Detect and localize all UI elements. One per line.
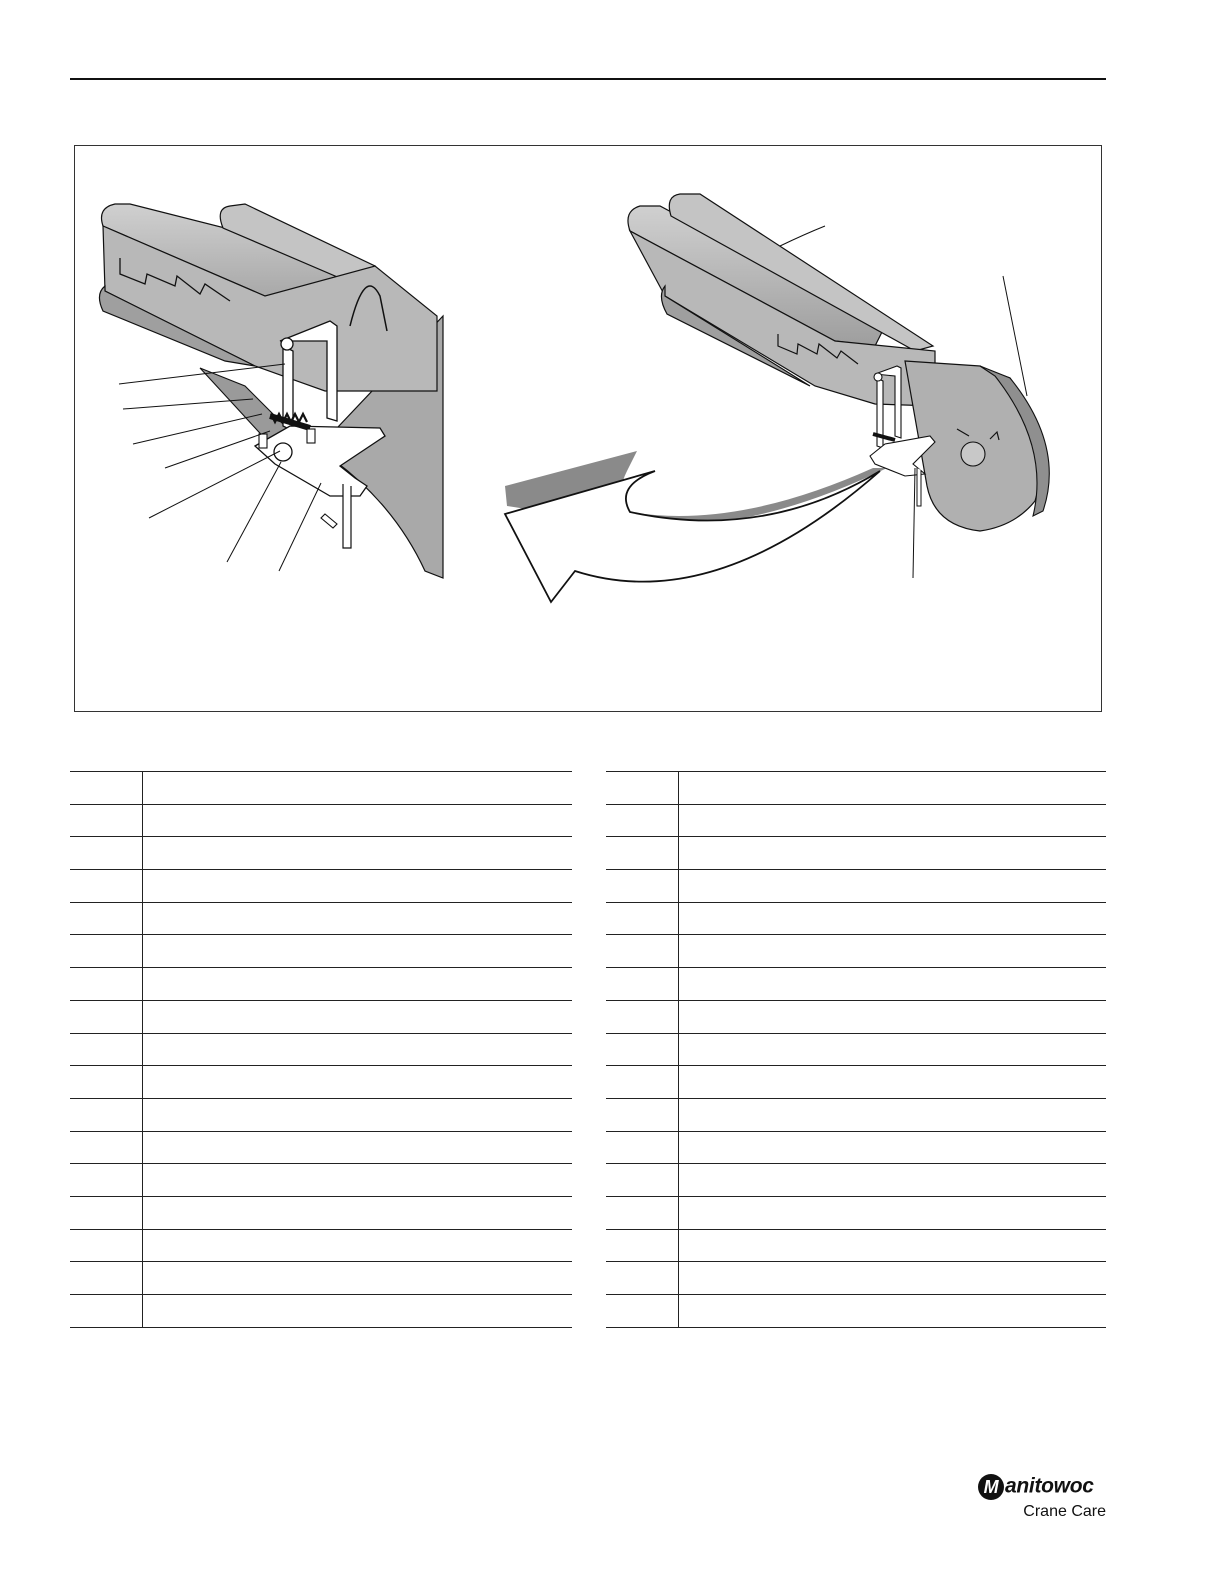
legend-left-description xyxy=(143,1098,573,1131)
legend-right-description xyxy=(679,902,1107,935)
legend-left-item-number xyxy=(70,772,143,805)
brand-name: anitowoc xyxy=(1005,1474,1094,1498)
legend-right-row xyxy=(606,1229,1106,1262)
legend-right-item-number xyxy=(606,935,679,968)
legend-left-description xyxy=(143,804,573,837)
brand-badge: M xyxy=(978,1474,1004,1500)
legend-left-item-number xyxy=(70,1098,143,1131)
legend-right-body xyxy=(606,772,1106,1328)
legend-right-description xyxy=(679,1033,1107,1066)
legend-right-item-number xyxy=(606,804,679,837)
legend-right-description xyxy=(679,1229,1107,1262)
legend-left-item-number xyxy=(70,1295,143,1328)
legend-right-row xyxy=(606,1196,1106,1229)
brand-subtitle: Crane Care xyxy=(1023,1503,1106,1520)
legend-right-item-number xyxy=(606,1196,679,1229)
legend-left-item-number xyxy=(70,968,143,1001)
legend-right-row xyxy=(606,1098,1106,1131)
header-rule xyxy=(70,78,1106,80)
legend-right-row xyxy=(606,1262,1106,1295)
legend-right-description xyxy=(679,1098,1107,1131)
legend-table-left xyxy=(70,771,572,1328)
legend-right-description xyxy=(679,935,1107,968)
legend-left-item-number xyxy=(70,1196,143,1229)
legend-left-row xyxy=(70,935,572,968)
legend-left-description xyxy=(143,870,573,903)
legend-left-row xyxy=(70,1131,572,1164)
figure-frame xyxy=(74,145,1102,712)
legend-right-description xyxy=(679,968,1107,1001)
legend-left-row xyxy=(70,837,572,870)
legend-right-row xyxy=(606,1000,1106,1033)
legend-right-row xyxy=(606,1033,1106,1066)
legend-left-item-number xyxy=(70,1262,143,1295)
legend-left-body xyxy=(70,772,572,1328)
legend-left-item-number xyxy=(70,837,143,870)
legend-left-description xyxy=(143,902,573,935)
legend-right-item-number xyxy=(606,870,679,903)
legend-table-right xyxy=(606,771,1106,1328)
legend-right-item-number xyxy=(606,1229,679,1262)
legend-right-item-number xyxy=(606,772,679,805)
legend-right-description xyxy=(679,1295,1107,1328)
legend-right-description xyxy=(679,1262,1107,1295)
manitowoc-crane-care-logo xyxy=(978,1474,1108,1530)
legend-left-description xyxy=(143,1164,573,1197)
legend-right-description xyxy=(679,772,1107,805)
legend-left-description xyxy=(143,1000,573,1033)
legend-right-row xyxy=(606,935,1106,968)
legend-right-item-number xyxy=(606,1066,679,1099)
legend-right-row xyxy=(606,1066,1106,1099)
legend-left-description xyxy=(143,1196,573,1229)
legend-left-description xyxy=(143,1229,573,1262)
legend-left-row xyxy=(70,1262,572,1295)
legend-right-item-number xyxy=(606,968,679,1001)
legend-right-item-number xyxy=(606,902,679,935)
legend-left-description xyxy=(143,1262,573,1295)
left-detail-view xyxy=(99,204,443,578)
legend-left-description xyxy=(143,1066,573,1099)
legend-right-row xyxy=(606,1164,1106,1197)
legend-left-description xyxy=(143,772,573,805)
legend-left-row xyxy=(70,1229,572,1262)
legend-right-item-number xyxy=(606,1098,679,1131)
legend-right-item-number xyxy=(606,1033,679,1066)
legend-left-row xyxy=(70,968,572,1001)
sheave-hub xyxy=(961,442,985,466)
legend-right-item-number xyxy=(606,1131,679,1164)
legend-right-row xyxy=(606,968,1106,1001)
legend-left-row xyxy=(70,1000,572,1033)
legend-right-description xyxy=(679,804,1107,837)
legend-right-row xyxy=(606,772,1106,805)
legend-right-description xyxy=(679,870,1107,903)
legend-right-description xyxy=(679,837,1107,870)
legend-left-row xyxy=(70,1196,572,1229)
legend-left-item-number xyxy=(70,1164,143,1197)
legend-left-item-number xyxy=(70,804,143,837)
legend-right-item-number xyxy=(606,1262,679,1295)
legend-right-row xyxy=(606,870,1106,903)
legend-left-item-number xyxy=(70,1131,143,1164)
legend-right-item-number xyxy=(606,1295,679,1328)
legend-left-row xyxy=(70,1098,572,1131)
legend-right-row xyxy=(606,1295,1106,1328)
legend-left-row xyxy=(70,870,572,903)
legend-left-description xyxy=(143,968,573,1001)
legend-right-item-number xyxy=(606,837,679,870)
legend-left-description xyxy=(143,1295,573,1328)
legend-right-description xyxy=(679,1066,1107,1099)
legend-right-row xyxy=(606,837,1106,870)
legend-left-item-number xyxy=(70,935,143,968)
legend-right-row xyxy=(606,804,1106,837)
legend-right-item-number xyxy=(606,1164,679,1197)
legend-left-item-number xyxy=(70,870,143,903)
legend-left-description xyxy=(143,837,573,870)
legend-left-item-number xyxy=(70,1066,143,1099)
legend-right-description xyxy=(679,1196,1107,1229)
legend-left-description xyxy=(143,935,573,968)
legend-right-item-number xyxy=(606,1000,679,1033)
legend-left-row xyxy=(70,1066,572,1099)
legend-left-item-number xyxy=(70,1033,143,1066)
legend-right-row xyxy=(606,1131,1106,1164)
legend-left-item-number xyxy=(70,1229,143,1262)
rotation-arrow xyxy=(505,451,887,602)
legend-left-row xyxy=(70,1033,572,1066)
legend-left-description xyxy=(143,1033,573,1066)
legend-left-row xyxy=(70,804,572,837)
brand-wordmark xyxy=(978,1474,1094,1500)
legend-left-item-number xyxy=(70,902,143,935)
legend-right-row xyxy=(606,902,1106,935)
legend-right-description xyxy=(679,1131,1107,1164)
legend-right-description xyxy=(679,1164,1107,1197)
legend-left-row xyxy=(70,772,572,805)
legend-left-item-number xyxy=(70,1000,143,1033)
legend-left-description xyxy=(143,1131,573,1164)
legend-left-row xyxy=(70,902,572,935)
legend-left-row xyxy=(70,1164,572,1197)
legend-right-description xyxy=(679,1000,1107,1033)
boom-extension-illustration xyxy=(75,146,1103,713)
legend-left-row xyxy=(70,1295,572,1328)
